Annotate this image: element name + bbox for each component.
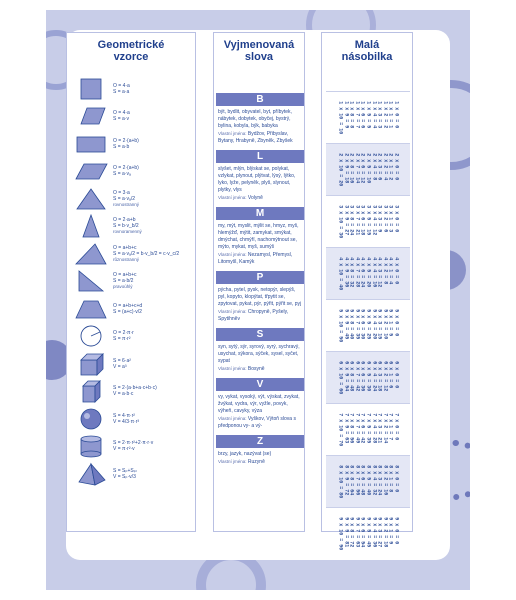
geometry-formulas	[109, 110, 130, 122]
geometry-row	[73, 350, 191, 377]
geometry-row	[73, 103, 191, 130]
section-proper-names	[216, 458, 304, 469]
vyjmenovana-column	[213, 32, 305, 532]
multiplication-table-block	[326, 247, 410, 299]
isosceles-triangle-icon	[73, 214, 109, 238]
formula-text: O = 3·a	[113, 189, 130, 196]
pyramid-icon	[73, 462, 109, 486]
circle-icon	[73, 324, 109, 348]
formula-text: S = a·vₐ	[113, 171, 131, 177]
formula-text: O = 2·a+b	[113, 217, 136, 223]
cuboid-icon	[73, 379, 109, 403]
formula-text: O = a+b+c+d	[113, 302, 143, 309]
geometry-row	[73, 158, 191, 185]
multiplication-table-block	[326, 455, 410, 507]
geometry-row	[73, 405, 191, 432]
geometry-row	[73, 433, 191, 460]
geometry-title	[67, 33, 195, 71]
sphere-icon	[73, 407, 109, 431]
geometry-formulas	[109, 190, 139, 208]
proper-names-label: Vlastní jména:	[218, 252, 247, 257]
multiplication-table-block	[326, 143, 410, 195]
multiplication-table-block	[326, 91, 410, 143]
multiplication-table-text: 5 x 0 = 0 5 x 1 = 5 5 x 2 = 10 5 x 3 = 15 5 x 4 = 20 5 x 5 = 25 5 x 6 = 30 5 x 7 = 35 5 x 8 = 40 5 x 9 = 45 5 x 10 = 50	[337, 308, 400, 343]
proper-names-text: Chropyně, Pyšely, Spytihněv	[218, 309, 289, 322]
formula-text: S = 2·π·r²+2·π·r·v	[113, 440, 154, 446]
cylinder-icon	[73, 434, 109, 458]
geometry-title-line-1: Geometrické	[97, 39, 165, 51]
rectangle-icon	[73, 132, 109, 156]
multiplication-table-block	[326, 403, 410, 455]
section-letter-header: S	[216, 328, 304, 341]
shape-note: rovnostranný	[113, 201, 140, 207]
formula-text: V = 4/3·π·r³	[113, 418, 140, 425]
formula-text: S = (a+c)·v/2	[113, 308, 142, 315]
formula-text: V = Sₚ·v/3	[113, 473, 136, 480]
multiplication-table-text: 7 x 0 = 0 7 x 1 = 7 7 x 2 = 14 7 x 3 = 21 7 x 4 = 28 7 x 5 = 35 7 x 6 = 42 7 x 7 = 49 7 x 8 = 56 7 x 9 = 63 7 x 10 = 70	[337, 412, 400, 447]
section-letter-header: B	[216, 93, 304, 106]
geometry-formulas	[109, 245, 179, 263]
multiplication-table-text: 3 x 0 = 0 3 x 1 = 3 3 x 2 = 6 3 x 3 = 9 3 x 4 = 12 3 x 5 = 15 3 x 6 = 18 3 x 7 = 21 3 x 8 = 24 3 x 9 = 27 3 x 10 = 30	[337, 204, 400, 239]
geometry-row	[73, 75, 191, 102]
multiplication-table-text: 4 x 0 = 0 4 x 1 = 4 4 x 2 = 8 4 x 3 = 12 4 x 4 = 16 4 x 5 = 20 4 x 6 = 24 4 x 7 = 28 4 x 8 = 32 4 x 9 = 36 4 x 10 = 40	[337, 256, 400, 291]
square-icon	[73, 77, 109, 101]
multiplication-title-line-2: násobilka	[341, 51, 393, 63]
formula-text: S = b·v_b/2	[113, 223, 139, 229]
proper-names-label: Vlastní jména:	[218, 195, 247, 200]
formula-text: S = Sₚ+Sₚₗ	[113, 467, 137, 474]
section-proper-names	[216, 130, 304, 148]
section-letter-header: M	[216, 207, 304, 220]
geometry-formulas	[109, 468, 137, 480]
section-word-list: pýcha, pytel, pysk, netopýr, slepýš, pyl, kopyto, klopýtat, třpytit se, zpytovat, pykat, pýr, pýřit, pýřit se, pyj	[218, 287, 302, 307]
formula-text: O = a+b+c	[113, 272, 137, 278]
formula-text: S = a·vₐ/2 = b·v_b/2 = c·v_c/2	[113, 250, 180, 257]
formula-text: O = 2·(a+b)	[113, 137, 139, 144]
section-word-list: slyšet, mlýn, blýskat se, polykat, vzlykat, plynout, plýtvat, lýsý, lýtko, lyko, lyže, pelyněk, plyš, slynout, plytky, vlys	[218, 166, 296, 193]
section-proper-names	[216, 415, 304, 433]
geometry-formulas	[109, 440, 153, 452]
formula-text: S = a·a	[113, 88, 130, 95]
geometry-formulas	[109, 358, 131, 370]
multiplication-title	[322, 33, 412, 71]
geometry-row	[73, 460, 191, 487]
vyjmenovana-title-line-2: slova	[244, 51, 274, 63]
geometry-formulas	[109, 83, 130, 95]
multiplication-table-text: 1 x 0 = 0 1 x 1 = 1 1 x 2 = 2 1 x 3 = 3 1 x 4 = 4 1 x 5 = 5 1 x 6 = 6 1 x 7 = 7 1 x 8 = 8 1 x 9 = 9 1 x 10 = 10	[337, 100, 400, 135]
geometry-row	[73, 240, 191, 267]
formula-text: S = a·v	[113, 116, 129, 122]
geometry-row	[73, 378, 191, 405]
proper-names-label: Vlastní jména:	[218, 459, 247, 464]
proper-names-text: Nezamysl, Přemysl, Litomyšl, Kamýk	[218, 252, 293, 265]
formula-text: V = π·r²·v	[113, 446, 135, 452]
multiplication-table-block	[326, 299, 410, 351]
section-letter-header: L	[216, 150, 304, 163]
section-word-list: být, bydlit, obyvatel, byt, příbytek, nábytek, dobytek, obyčej, bystrý, bylina, kobyla, býk, babyka	[218, 109, 292, 129]
multiplication-title-line-1: Malá	[354, 39, 380, 51]
multiplication-table-text: 2 x 0 = 0 2 x 1 = 2 2 x 2 = 4 2 x 3 = 6 2 x 4 = 8 2 x 5 = 10 2 x 6 = 12 2 x 7 = 14 2 x 8 = 16 2 x 9 = 18 2 x 10 = 20	[337, 152, 400, 187]
formula-text: S = 2·(a·b+a·c+b·c)	[113, 385, 157, 391]
geometry-row	[73, 268, 191, 295]
formula-text: V = a·b·c	[113, 391, 134, 397]
geometry-row	[73, 323, 191, 350]
multiplication-table-block	[326, 351, 410, 403]
section-word-list: my, mýt, myslit, mýlit se, hmyz, myš, hlemýžď, mýtit, zamykat, smýkat, dmýchat, chmýří, nachomýtnout se, mýto, mykat, myš, sumýš	[218, 223, 299, 250]
multiplication-table-text: 6 x 0 = 0 6 x 1 = 6 6 x 2 = 12 6 x 3 = 18 6 x 4 = 24 6 x 5 = 30 6 x 6 = 36 6 x 7 = 42 6 x 8 = 48 6 x 9 = 54 6 x 10 = 60	[337, 360, 400, 395]
formula-text: O = 4·a	[113, 82, 130, 89]
proper-names-label: Vlastní jména:	[218, 366, 247, 371]
geometry-formulas	[109, 217, 142, 235]
formula-text: O = a+b+c	[113, 244, 137, 251]
geometry-row	[73, 295, 191, 322]
formula-text: V = a³	[113, 363, 127, 370]
formula-text: O = 2·(a+b)	[113, 165, 139, 171]
scalene-triangle-icon	[73, 242, 109, 266]
proper-names-label: Vlastní jména:	[218, 309, 247, 314]
section-letter-header: V	[216, 378, 304, 391]
geometry-title-line-2: vzorce	[113, 51, 149, 63]
multiplication-table-block	[326, 507, 410, 559]
section-word-list: vy, vykat, vysoký, výt, výskat, zvykat, žvýkat, vydra, výr, vyžle, povyk, výheň, cavyky, výza	[218, 394, 300, 414]
proper-names-text: Bosyně	[247, 366, 265, 372]
geometry-formulas	[109, 385, 157, 397]
section-word-list: brzy, jazyk, nazývat (se)	[218, 451, 272, 457]
formula-text: S = 6·a²	[113, 357, 131, 364]
multiplication-table-text: 8 x 0 = 0 8 x 1 = 8 8 x 2 = 16 8 x 3 = 24 8 x 4 = 32 8 x 5 = 40 8 x 6 = 48 8 x 7 = 56 8 x 8 = 64 8 x 9 = 72 8 x 10 = 80	[337, 464, 400, 499]
rhombus-icon	[73, 104, 109, 128]
formula-text: O = 2·π·r	[113, 330, 134, 336]
formula-text: S = π·r²	[113, 336, 131, 342]
proper-names-text: Vyškov, Výtoň slova s předponou vy- a vý-	[218, 416, 296, 429]
formula-text: O = 4·a	[113, 110, 130, 116]
multiplication-table-block	[326, 195, 410, 247]
geometry-formulas	[109, 165, 139, 177]
parallelogram-icon	[73, 159, 109, 183]
vyjmenovana-title-line-1: Vyjmenovaná	[223, 39, 295, 51]
shape-note: různostranný	[113, 256, 140, 262]
geometry-formulas	[109, 138, 139, 150]
formula-text: S = 4·π·r²	[113, 412, 135, 419]
geometry-row	[73, 213, 191, 240]
geometry-list	[73, 75, 191, 488]
multiplication-table-text: 9 x 0 = 0 9 x 1 = 9 9 x 2 = 18 9 x 3 = 27 9 x 4 = 36 9 x 5 = 45 9 x 6 = 54 9 x 7 = 63 9 x 8 = 72 9 x 9 = 81 9 x 10 = 90	[337, 516, 400, 551]
geometry-formulas	[109, 272, 137, 290]
section-word-list: syn, sytý, sýr, syrový, syrý, sychravý, usychat, sýkora, sýček, sysel, syčet, sypat	[218, 344, 300, 364]
geometry-formulas	[109, 330, 134, 342]
vyjmenovana-title	[214, 33, 304, 71]
section-letter-header: P	[216, 271, 304, 284]
section-proper-names	[216, 194, 304, 205]
proper-names-text: Bydžov, Přibyslav, Bytany, Hrabyně, Zbyněk, Zbyšek	[218, 131, 293, 144]
geometry-column	[66, 32, 196, 532]
proper-names-label: Vlastní jména:	[218, 131, 247, 136]
section-proper-names	[216, 365, 304, 376]
geometry-row	[73, 185, 191, 212]
geometry-formulas	[109, 413, 139, 425]
geometry-formulas	[109, 303, 142, 315]
section-proper-names	[216, 308, 304, 326]
shape-note: rovnoramenný	[113, 229, 142, 234]
proper-names-label: Vlastní jména:	[218, 416, 247, 421]
cube-icon	[73, 352, 109, 376]
multiplication-column	[321, 32, 413, 551]
shape-note: pravoúhlý	[113, 284, 133, 289]
right-triangle-icon	[73, 269, 109, 293]
proper-names-text: Ruzyně	[247, 459, 265, 465]
trapezoid-icon	[73, 297, 109, 321]
vyjmenovana-sections	[216, 91, 304, 469]
formula-text: S = a·vₐ/2	[113, 195, 136, 202]
geometry-row	[73, 130, 191, 157]
formula-text: S = a·b/2	[113, 278, 134, 284]
proper-names-text: Volyně	[247, 195, 263, 201]
multiplication-grid	[326, 91, 410, 559]
section-proper-names	[216, 251, 304, 269]
equilateral-triangle-icon	[73, 187, 109, 211]
section-letter-header: Z	[216, 435, 304, 448]
formula-text: S = a·b	[113, 143, 130, 150]
